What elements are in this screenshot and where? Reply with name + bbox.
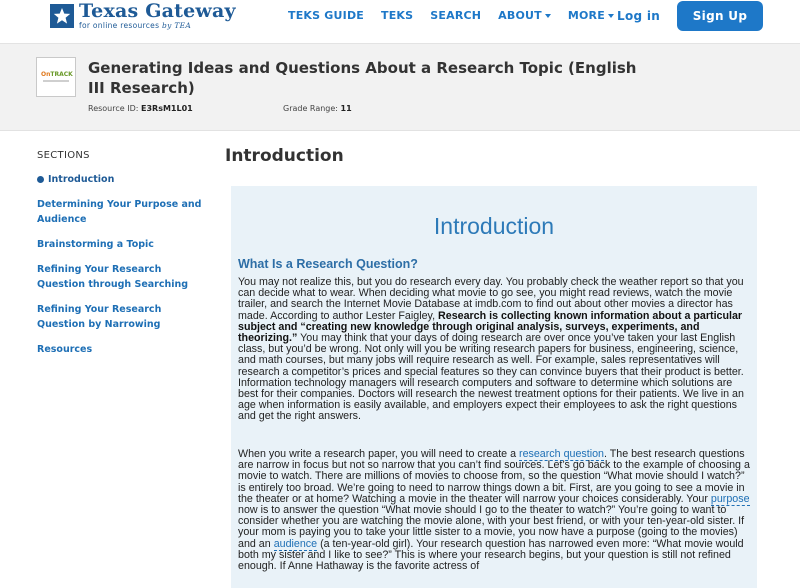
- section-item-introduction[interactable]: Introduction: [37, 172, 202, 187]
- section-item-refining-narrowing[interactable]: Refining Your Research Question by Narrowing: [37, 304, 162, 330]
- star-logo-icon: [50, 4, 74, 28]
- section-heading: Introduction: [225, 146, 344, 166]
- section-item-refining-searching[interactable]: Refining Your Research Question through Searching: [37, 264, 189, 290]
- nav-teks[interactable]: TEKS: [381, 9, 414, 22]
- sections-list: [37, 172, 202, 357]
- nav-more[interactable]: MORE: [568, 9, 614, 22]
- nav-search[interactable]: SEARCH: [430, 9, 482, 22]
- resource-header: [0, 44, 800, 131]
- logo-subtitle: for online resources by TEA: [79, 21, 192, 30]
- nav-about[interactable]: ABOUT: [498, 9, 551, 22]
- top-navigation-bar: [0, 0, 800, 44]
- section-item-resources[interactable]: Resources: [37, 344, 93, 355]
- logo-title: Texas Gateway: [79, 0, 236, 22]
- paragraph-2: When you write a research paper, you will need to create a research question. The best research questions are narrow in focus but not so narrow that you can’t find sources. Let’s go back to the example of choosing a movie to watch. There are millions of movies to choose from, so the question “What movie should I watch?” is entirely too broad. We’re going to need to narrow things down a bit. First, are you going to see a movie in the theater or at home? Watching a movie in the theater will narrow your choices considerably. Your purpose now is to answer the question “What movie should I go to the theater to watch?” You’re going to want to consider whether you are watching the movie alone, with your best friend, or with your ten-year-old sister. If your mom is paying you to take your little sister to a movie, you now have a purpose (going to the movies) and an audience (a ten-year-old girl). Your research question has narrowed even more: “What movie would both my sister and I like to see?” This is where your research begins, but your question is still not refined enough. If Anne Hathaway is the favorite actress of: [238, 448, 750, 573]
- main-nav: [288, 9, 631, 22]
- glossary-term-purpose[interactable]: purpose: [710, 492, 750, 505]
- sign-up-button[interactable]: Sign Up: [677, 1, 763, 31]
- question-title: What Is a Research Question?: [238, 257, 418, 271]
- grade-range: Grade Range: 11: [283, 104, 352, 113]
- resource-id: Resource ID: E3RsM1L01: [88, 104, 193, 113]
- ontrack-thumbnail: OnTRACK: [36, 57, 76, 97]
- nav-teks-guide[interactable]: TEKS GUIDE: [288, 9, 364, 22]
- paragraph-1: You may not realize this, but you do research every day. You probably check the weather report so that you can decide what to wear. When deciding what movie to go see, you might read reviews, watch the movie trailer, and search the Internet Movie Database at imdb.com to find out about other movies a director has made. According to author Lester Faigley, Research is collecting known information about a particular subject and “creating new knowledge through original analysis, surveys, experiments, and theorizing.” You may think that your days of doing research are over once you’ve taken your last English class, but you’d be wrong. Not only will you be writing research papers for business, engineering, science, and math courses, but many jobs will require research as well. For example, sales representatives will research a competitor’s prices and special features so they can convince buyers that their product is better. Information technology managers will research computers and software to determine which solutions are best for their companies. Doctors will research the newest treatment options for their patients. We live in an age when information is easily available, and employers expect their employees to ask the right questions and get the right answers.: [238, 276, 744, 423]
- login-link[interactable]: Log in: [617, 9, 661, 23]
- texas-gateway-logo[interactable]: [50, 2, 236, 32]
- chevron-down-icon: [545, 14, 551, 18]
- resource-title: Generating Ideas and Questions About a Research Topic (English III Research): [88, 59, 637, 97]
- section-item-purpose-audience[interactable]: Determining Your Purpose and Audience: [37, 199, 202, 225]
- glossary-term-audience[interactable]: audience: [273, 537, 318, 550]
- panel-title: Introduction: [433, 213, 555, 239]
- glossary-term-research-question[interactable]: research question: [519, 448, 604, 460]
- chevron-down-icon: [608, 14, 614, 18]
- active-dot-icon: [37, 176, 44, 183]
- content-panel: [231, 186, 757, 588]
- sections-heading: SECTIONS: [37, 150, 90, 161]
- section-item-brainstorming[interactable]: Brainstorming a Topic: [37, 239, 154, 250]
